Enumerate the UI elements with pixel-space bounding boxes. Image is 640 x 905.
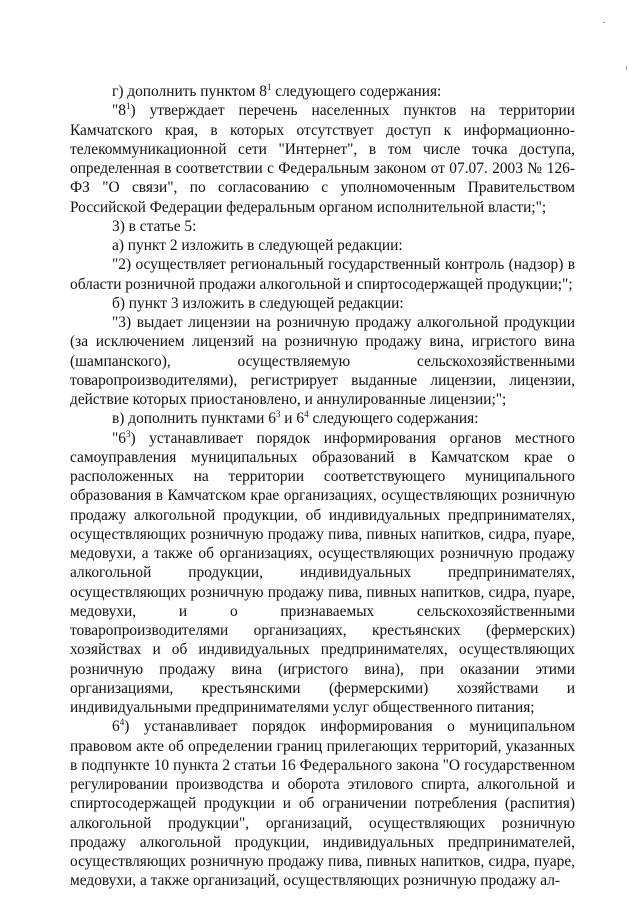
paragraph-item-v (70, 409, 575, 428)
paragraph-quote-8-1 (70, 101, 575, 217)
paragraph-article-5: 3) в статье 5: (112, 217, 197, 235)
document-body (70, 82, 575, 891)
scan-mark-top-right (603, 22, 605, 23)
paragraph-text: и 6 (280, 410, 305, 428)
paragraph-quote-3: "3) выдает лицензии на розничную продажу алкогольной продукции (за исключением лицензий на розничную продажу вина, игристого вина (шампанского), осуществляемую сельскохозяйственными товаропроизводителями), регистрирует выданные лицензии, лицензии, действие которых приостановлено, и аннулированные лицензии;"; (70, 314, 575, 408)
paragraph-text: "6 (112, 429, 126, 447)
superscript: 3 (125, 428, 131, 439)
superscript: 1 (266, 82, 272, 92)
scan-mark-right-edge (626, 66, 627, 70)
paragraph-text: следующего содержания: (308, 410, 479, 428)
paragraph-text: ) устанавливает порядок информирования о муниципальном правовом акте об определении границ прилегающих территорий, указанных в подпункте 10 пункта 2 статьи 16 Федерального закона "О государственном регулировании производства и оборота этилового спирта, алкогольной и спиртосодержащей продукции и об ограничении потребления (распития) алкогольной продукции", организаций, осуществляющих розничную продажу алкогольной продукции, индивидуальных предпринимателей, осуществляющих розничную продажу пива, пивных напитков, сидра, пуаре, медовухи, а также организаций, осуществляющих розничную продажу ал- (70, 718, 575, 890)
paragraph-item-a: а) пункт 2 изложить в следующей редакции: (112, 237, 403, 254)
paragraph-quote-2: "2) осуществляет региональный государственный контроль (надзор) в области розничной продажи алкогольной и спиртосодержащей продукции;"; (70, 256, 575, 293)
paragraph-text: в) дополнить пунктами 6 (112, 410, 276, 428)
paragraph-text: ) устанавливает порядок информирования органов местного самоуправления муниципальных образований в Камчатском крае о расположенных на территории соответствующего муниципального образования в Камчатском крае организациях, осуществляющих розничную продажу алкогольной продукции, об индивидуальных предпринимателях, осуществляющих розничную продажу пива, пивных напитков, сидра, пуаре, медовухи, а также об организациях, осуществляющих розничную продажу алкогольной продукции, индивидуальных предпринимателях, осуществляющих розничную продажу пива, пивных напитков, сидра, пуаре, медовухи, и о признаваемых сельскохозяйственными товаропроизводителями организациях, крестьянских (фермерских) хозяйствах и об индивидуальных предпринимателях, осуществляющих розничную продажу вина (игристого вина), при оказании этими организациями, крестьянскими (фермерскими) хозяйствами и индивидуальными предпринимателями услуг общественного питания; (70, 429, 575, 716)
paragraph-text: следующего содержания: (271, 83, 442, 100)
paragraph-quote-6-3 (70, 429, 575, 718)
paragraph-text: ) утверждает перечень населенных пунктов на территории Камчатского края, в которых отсутствует доступ к информационно-телекоммуникационной сети "Интернет", в том числе точка доступа, определенная в соответствии с Федеральным законом от 07.07. 2003 № 126-ФЗ "О связи", по согласованию с уполномоченным Правительством Российской Федерации федеральным органом исполнительной власти;"; (70, 102, 575, 216)
paragraph-6-4 (70, 717, 575, 890)
paragraph-item-b: б) пункт 3 изложить в следующей редакции: (112, 294, 404, 312)
paragraph-text: "8 (112, 102, 126, 120)
superscript: 1 (125, 101, 131, 112)
paragraph-text: 6 (112, 718, 120, 736)
paragraph-item-g (70, 82, 575, 101)
paragraph-text: г) дополнить пунктом 8 (112, 83, 267, 100)
superscript: 4 (304, 409, 309, 420)
superscript: 3 (275, 409, 281, 420)
superscript: 4 (119, 717, 125, 728)
